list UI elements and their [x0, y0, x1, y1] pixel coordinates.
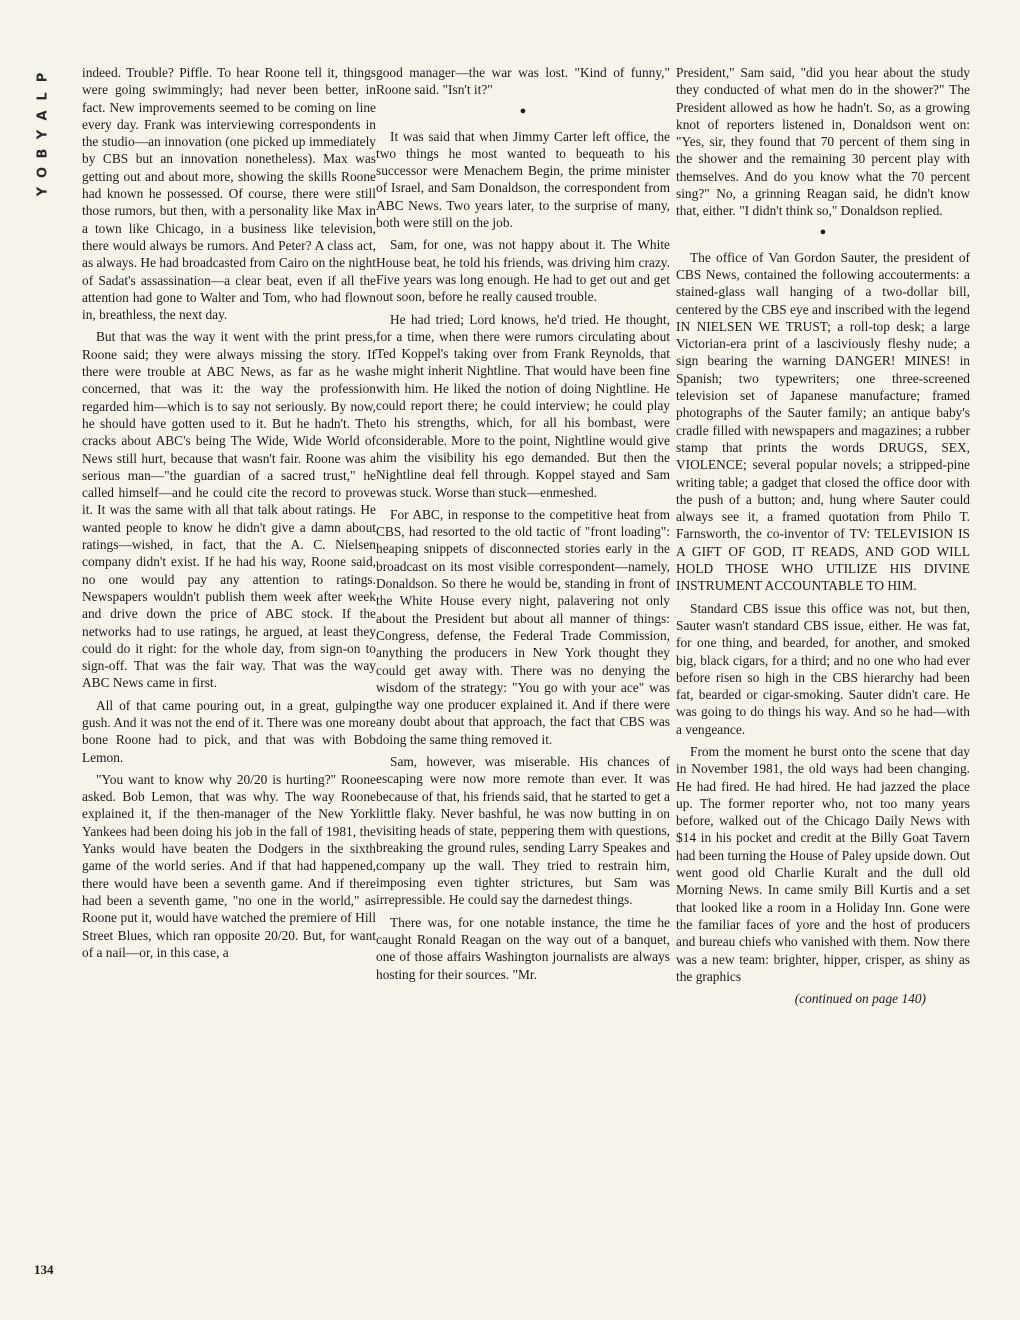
masthead-letter: P	[35, 72, 51, 83]
masthead-letter: Y	[35, 186, 51, 197]
body-paragraph: "You want to know why 20/20 is hurting?" Roone asked. Bob Lemon, that was why. The way Roone explained it, if the then-manager of the New York Yankees had been doing his job in the fall of 1981, the Yanks would have beaten the Dodgers in the sixth game of the world series. And if that had happened, there would have been a seventh game. And if there had been a seventh game, "no one in the world," as Roone put it, would have watched the premiere of Hill Street Blues, which ran opposite 20/20. But, for want of a nail—or, in this case, a	[82, 771, 376, 960]
column-1	[82, 64, 376, 1272]
body-paragraph: good manager—the war was lost. "Kind of funny," Roone said. "Isn't it?"	[376, 65, 670, 98]
body-paragraph: It was said that when Jimmy Carter left office, the two things he most wanted to bequeath to his successor were Menachem Begin, the prime minister of Israel, and Sam Donaldson, the correspondent from ABC News. Two years later, to the surprise of many, both were still on the job.	[376, 128, 670, 231]
body-paragraph: From the moment he burst onto the scene that day in November 1981, the old ways had been changing. He had fired. He had hired. He had jazzed the place up. The former reporter who, not too many years before, walked out of the Chicago Daily News with $14 in his pocket and credit at the Billy Goat Tavern had been turning the House of Paley upside down. Out went good old Charlie Kuralt and the dull old Morning News. In came smily Bill Kurtis and a set that looked like a room in a Holiday Inn. Gone were the familiar faces of yore and the host of producers and bureau chiefs who vanished with them. Now there was a new team: brighter, hipper, crisper, as shiny as the graphics	[676, 743, 970, 984]
column-2	[376, 64, 670, 1272]
masthead-letter: A	[35, 110, 51, 121]
section-break-dot: ●	[819, 225, 827, 238]
body-paragraph: indeed. Trouble? Piffle. To hear Roone tell it, things were going swimmingly; had never been better, in fact. New improvements seemed to be coming on line every day. Frank was interviewing correspondents in the studio—an innovation (one picked up immediately by CBS but an innovation nonetheless). Max was getting out and about more, showing the skills Roone had known he possessed. Of course, there were still those rumors, but then, with a personality like Max in a town like Chicago, in a business like television, there would always be rumors. And Peter? A class act, as always. He had broadcasted from Cairo on the night of Sadat's assassination—a clear beat, even if all the attention had gone to Walter and Tom, who had flown in, breathless, the next day.	[82, 65, 376, 323]
column-3	[676, 64, 970, 1272]
masthead	[34, 68, 52, 201]
masthead-letter: B	[35, 148, 51, 159]
body-paragraph: For ABC, in response to the competitive heat from CBS, had resorted to the old tactic of "front loading": heaping snippets of disconnected stories early in the broadcast on its most visible correspondent—namely, Donaldson. So there he would be, standing in front of the White House every night, palavering not only about the President but about all manner of things: Congress, defense, the Federal Trade Commission, anything the producers in New York thought they could get away with. There was no denying the wisdom of the strategy: "You go with your ace" was the way one producer explained it. And if there were any doubt about that approach, the fact that CBS was doing the same thing removed it.	[376, 506, 670, 747]
body-paragraph: But that was the way it went with the print press, Roone said; they were always missing the story. If there were trouble at ABC News, as far as he was concerned, that was it: the way the profession regarded him—which is to say not seriously. By now, he should have gotten used to it. But he hadn't. The cracks about ABC's being The Wide, Wide World of News still hurt, because that wasn't fair. Roone was a serious man—"the guardian of a sacred trust," he called himself—and he could cite the record to prove it. It was the same with all that talk about ratings. He wanted people to know he didn't give a damn about ratings—wished, in fact, that the A. C. Nielsen company didn't exist. If he had his way, Roone said, no one would pay any attention to ratings. Newspapers wouldn't publish them week after week and drive down the price of ABC stock. If the networks had to use ratings, he argued, at least they could do it right: for the whole day, from sign-on to sign-off. That was the fair way. That was the way ABC News came in first.	[82, 329, 376, 691]
body-paragraph: He had tried; Lord knows, he'd tried. He thought, for a time, when there were rumors circulating about Ted Koppel's taking over from Frank Reynolds, that he might inherit Nightline. That would have been fine with him. He liked the notion of doing Nightline. He could report there; he could interview; he could play to his strengths, which, for all his bombast, were considerable. More to the point, Nightline would give him the visibility his ego demanded. But then the Nightline deal fell through. Koppel stayed and Sam was stuck. Worse than stuck—enmeshed.	[376, 311, 670, 500]
body-paragraph: President," Sam said, "did you hear about the study they conducted of what men do in the shower?" The President allowed as how he hadn't. So, as a growing knot of reporters listened in, Donaldson went on: "Yes, sir, they found that 70 percent of them sing in the shower and the remaining 30 percent play with themselves. And do you know what the 70 percent sing?" No, a grinning Reagan said, he didn't know that, either. "I didn't think so," Donaldson replied.	[676, 65, 970, 219]
page-number: 134	[34, 1262, 54, 1277]
masthead-letter: L	[35, 92, 51, 101]
body-paragraph: All of that came pouring out, in a great, gulping gush. And it was not the end of it. There was one more bone Roone had to pick, and that was with Bob Lemon.	[82, 697, 376, 765]
body-paragraph: Sam, for one, was not happy about it. The White House beat, he told his friends, was driving him crazy. Five years was long enough. He had to get out and get out soon, before he really caused trouble.	[376, 237, 670, 305]
continued-note: (continued on page 140)	[794, 991, 926, 1007]
masthead-letter: O	[35, 166, 51, 179]
masthead-letter: Y	[35, 129, 51, 140]
body-paragraph: There was, for one notable instance, the time he caught Ronald Reagan on the way out of a banquet, one of those affairs Washington journalists are always hosting for their sources. "Mr.	[376, 914, 670, 982]
body-paragraph: Standard CBS issue this office was not, but then, Sauter wasn't standard CBS issue, either. He was fat, for one thing, and bearded, for another, and smoked big, black cigars, for a third; and no one who had ever before risen so high in the CBS hierarchy had been fat, bearded or cigar-smoking. Sauter didn't care. He was going to do things his way. And so he had—with a vengeance.	[676, 600, 970, 737]
body-paragraph: Sam, however, was miserable. His chances of escaping were now more remote than ever. It was because of that, his friends said, that he started to get a little flaky. Never bashful, he was now butting in on visiting heads of state, peppering them with questions, breaking the ground rules, sending Larry Speakes and company up the wall. They tried to restrain him, imposing even tighter strictures, but Sam was irrepressible. He could say the darnedest things.	[376, 753, 670, 908]
body-paragraph: The office of Van Gordon Sauter, the president of CBS News, contained the following accouterments: a stained-glass wall hanging of a two-dollar bill, centered by the CBS eye and inscribed with the legend IN NIELSEN WE TRUST; a roll-top desk; a large Victorian-era print of a lasciviously fleshy nude; a sign bearing the warning DANGER! MINES! in Spanish; two typewriters; one three-screened television set of Japanese manufacture; framed photographs of the Sauter family; an antique baby's cradle filled with newspapers and magazines; a rubber stamp that prints the words DRUGS, SEX, VIOLENCE; several popular novels; a stripped-pine writing table; a gadget that closed the office door with the push of a button; and, hung where Sauter could always see it, a framed quotation from Philo T. Farnsworth, the co-inventor of TV: TELEVISION IS A GIFT OF GOD, IT READS, AND GOD WILL HOLD THOSE WHO UTILIZE HIS DIVINE INSTRUMENT ACCOUNTABLE TO HIM.	[676, 249, 970, 594]
section-break-dot: ●	[519, 104, 527, 117]
